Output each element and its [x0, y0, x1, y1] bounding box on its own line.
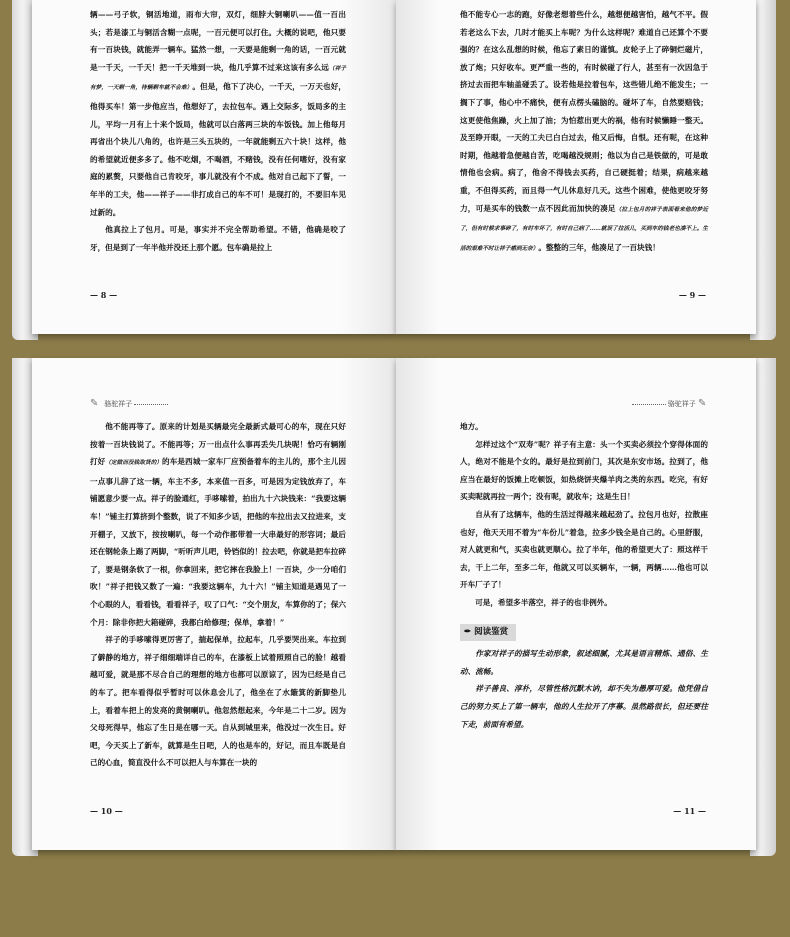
page-11-text: [460, 418, 708, 733]
paragraph: 祥子的手哆嗦得更厉害了，揣起保单，拉起车，几乎要哭出来。车拉到了僻静的地方，祥子细细端详自己的车，在漆板上试着照照自己的脸！越看越可爱，就是那不尽合自己的理想的地方也都可以原谅了，因为已经是自己的车了。把车看得似乎暂时可以休息会儿了，他坐在了水簸箕的新脚垫儿上，看着车把上的发亮的黄铜喇叭。他忽然想起来，今年是二十二岁。因为父母死得早，他忘了生日是在哪一天。自从到城里来，他没过一次生日。好吧，今天买上了新车，就算是生日吧，人的也是车的，好记，而且车既是自己的心血，简直没什么不可以把人与车算在一块的: [90, 635, 346, 768]
page-8: [32, 0, 396, 334]
header-title: 骆驼祥子: [667, 400, 696, 408]
paragraph-text: 。但是，他下了决心，一千天，一万天也好，他得买车！第一步他应当，他想好了，去拉包车。遇上交际多，饭局多的主儿，平均一月有上十来个饭局，他就可以白落两三块的车饭钱。加上他每月再省出个块儿八角的，也许是三头五块的，一年就能剩五六十块！这样，他的希望就近便多多了。他不吃烟，不喝酒，不赌钱，没有任何嗜好，没有家庭的累赘，只要他自己肯咬牙，事儿就没有个不成。他对自己起下了誓，一年半的工夫，他——祥子——非打成自己的车不可！是现打的，不要旧车见过新的。: [90, 82, 346, 217]
paragraph: 地方。: [460, 422, 483, 431]
reading-paragraph: 祥子善良、淳朴，尽管性格沉默木讷，却不失为愚厚可爱。他凭借自己的努力买上了第一辆车，他的人生拉开了序幕。虽然路很长，但还要往下走，前面有希望。: [460, 684, 708, 729]
annotation: （祥子有梦，一天剩一角，待辆剩车就不会难）: [90, 65, 346, 92]
paragraph: [460, 6, 708, 258]
page-number: — 9 —: [678, 290, 706, 300]
paragraph-text: 他不能专心一志的跑，好像老想着些什么，越想便越害怕，越气不平。假若老这么下去，几时才能买上车呢？为什么这样呢？难道自己还算个不要强的？在这么乱想的时候，他忘了素日的谨慎。皮轮子上了碎铜烂磁片，放了炮；只好收车。更严重一些的，有时候碰了行人，甚至有一次因急于挤过去而把车轴盖碰丢了。设若他是拉着包车，这些错儿绝不能发生；一搁下了事，他心中不痛快，便有点楞头磕脑的。碰坏了车，自然要赔钱；这更使他焦躁，火上加了油；为怕惹出更大的祸，他有时候懒睡一整天。及至睁开眼，一天的工夫已白白过去，他又后悔，自恨。还有呢，在这种时期，他越着急便越自苦，吃喝越没规则；他以为自己是铁做的，可是敢情他也会病。病了，他舍不得钱去买药，自己硬挺着；结果，病越来越重，不但得买药，而且得一气儿休息好几天。这些个困难，使他更咬牙努力，可是买车的钱数一点不因此而加快的凑足: [460, 10, 708, 213]
paragraph: 他真拉上了包月。可是，事实并不完全帮助希望。不错，他确是咬了牙，但是到了一年半他并没还上那个愿。包车确是拉上: [90, 225, 346, 252]
page-10: [32, 358, 396, 850]
page-9-text: [460, 6, 708, 258]
annotation: （拉上包月的祥子表面看来他的梦近了，但有时候求事碎了，有时车坏了，有时自己病了……就误了拉活儿，买到车的钱老也凑不上。生活的艰难不时让祥子感到无奈）: [460, 206, 708, 252]
page-number: — 10 —: [90, 806, 123, 816]
page-number: — 8 —: [90, 290, 118, 300]
header-rule: [134, 404, 168, 405]
paragraph-text: 他不能再等了。原来的计划是买辆最完全最新式最可心的车，现在只好按着一百块钱说了。不能再等；万一出点什么事再丢失几块呢！恰巧有辆刚打好: [90, 422, 346, 467]
running-header: [90, 398, 168, 410]
paragraph: 可是，希望多半落空，祥子的也非例外。: [475, 597, 612, 607]
spread-top: [12, 0, 776, 340]
annotation: （定做而没钱取货的）: [105, 460, 163, 467]
paragraph-text: 。整整的三年，他凑足了一百块钱！: [538, 242, 660, 252]
header-title: 骆驼祥子: [104, 400, 133, 408]
page-8-text: [90, 6, 346, 256]
page-9: [396, 0, 756, 334]
header-rule: [632, 404, 666, 405]
page-11: [396, 358, 756, 850]
book-icon: ✎: [698, 398, 707, 409]
book-icon: ✎: [90, 398, 99, 409]
page-number: — 11 —: [673, 806, 706, 816]
reading-paragraph: 作家对祥子的描写生动形象，叙述细腻，尤其是语言精炼、通俗、生动、流畅。: [460, 649, 708, 676]
paragraph-text: 辆——弓子软，铜活地道，雨布大帘，双灯，细脖大铜喇叭——值一百出头；若是漆工与铜活含糊一点呢，一百元便可以打住。大概的说吧，他只要有一百块钱，就能弄一辆车。猛然一想，一天要是能剩一角的话，一百元就是一千天，一千天！把一千天堆到一块，他几乎算不过来这该有多么远: [90, 10, 346, 72]
pen-icon: ✒: [464, 626, 472, 637]
paragraph: [90, 418, 346, 631]
section-title: [460, 624, 516, 642]
running-header: [632, 398, 710, 410]
paragraph: 怎样过这个“双寿”呢？祥子有主意：头一个买卖必须拉个穿得体面的人，绝对不能是个女的。最好是拉到前门，其次是东安市场。拉到了，他应当在最好的饭摊上吃顿饭，如热烧饼夹爆羊肉之类的东西。吃完，有好买卖呢就再拉一两个；没有呢，就收车；这是生日！: [460, 439, 708, 502]
paragraph: 自从有了这辆车，他的生活过得越来越起劲了。拉包月也好，拉散座也好，他天天用不着为“车份儿”着急，拉多少钱全是自己的。心里舒服，对人就更和气，买卖也就更顺心。拉了半年，他的希望更大了：照这样干去，干上二年，至多二年，他就又可以买辆车，一辆，两辆……他也可以开车厂子了！: [460, 509, 708, 590]
section-title-text: 阅读鉴赏: [474, 626, 509, 637]
paragraph: [90, 6, 346, 221]
page-10-text: [90, 418, 346, 772]
reading-appreciation: [460, 645, 708, 733]
spread-bottom: [12, 358, 776, 856]
paragraph-text: 的车是西城一家车厂应预备着车的主儿的，那个主儿因一点事儿辞了这一辆，车主不多，本来值一百多，可是因为定钱放弃了，车铺愿意少要一点。祥子的脸通红，手哆嗦着，拍出九十六块钱来：“我要这辆车！”铺主打算挤到个整数，说了不知多少话，把他的车拉出去又拉进来，支开棚子，又放下，按按喇叭，每一个动作都带着一大串最好的形容词；最后还在钢轮条上踢了两脚，“听听声儿吧，铃铛似的！拉去吧，你就是把车拉碎了，要是钢条软了一根，你拿回来，把它摔在我脸上！一百块，少一分咱们吹！”祥子把钱又数了一遍：“我要这辆车，九十六！”铺主知道是遇见了一个心眼的人，看看钱，看看祥子，叹了口气：“交个朋友，车算你的了；保六个月：除非你把大箱碰碎，我都白给修理；保单，拿着！”: [90, 457, 346, 627]
